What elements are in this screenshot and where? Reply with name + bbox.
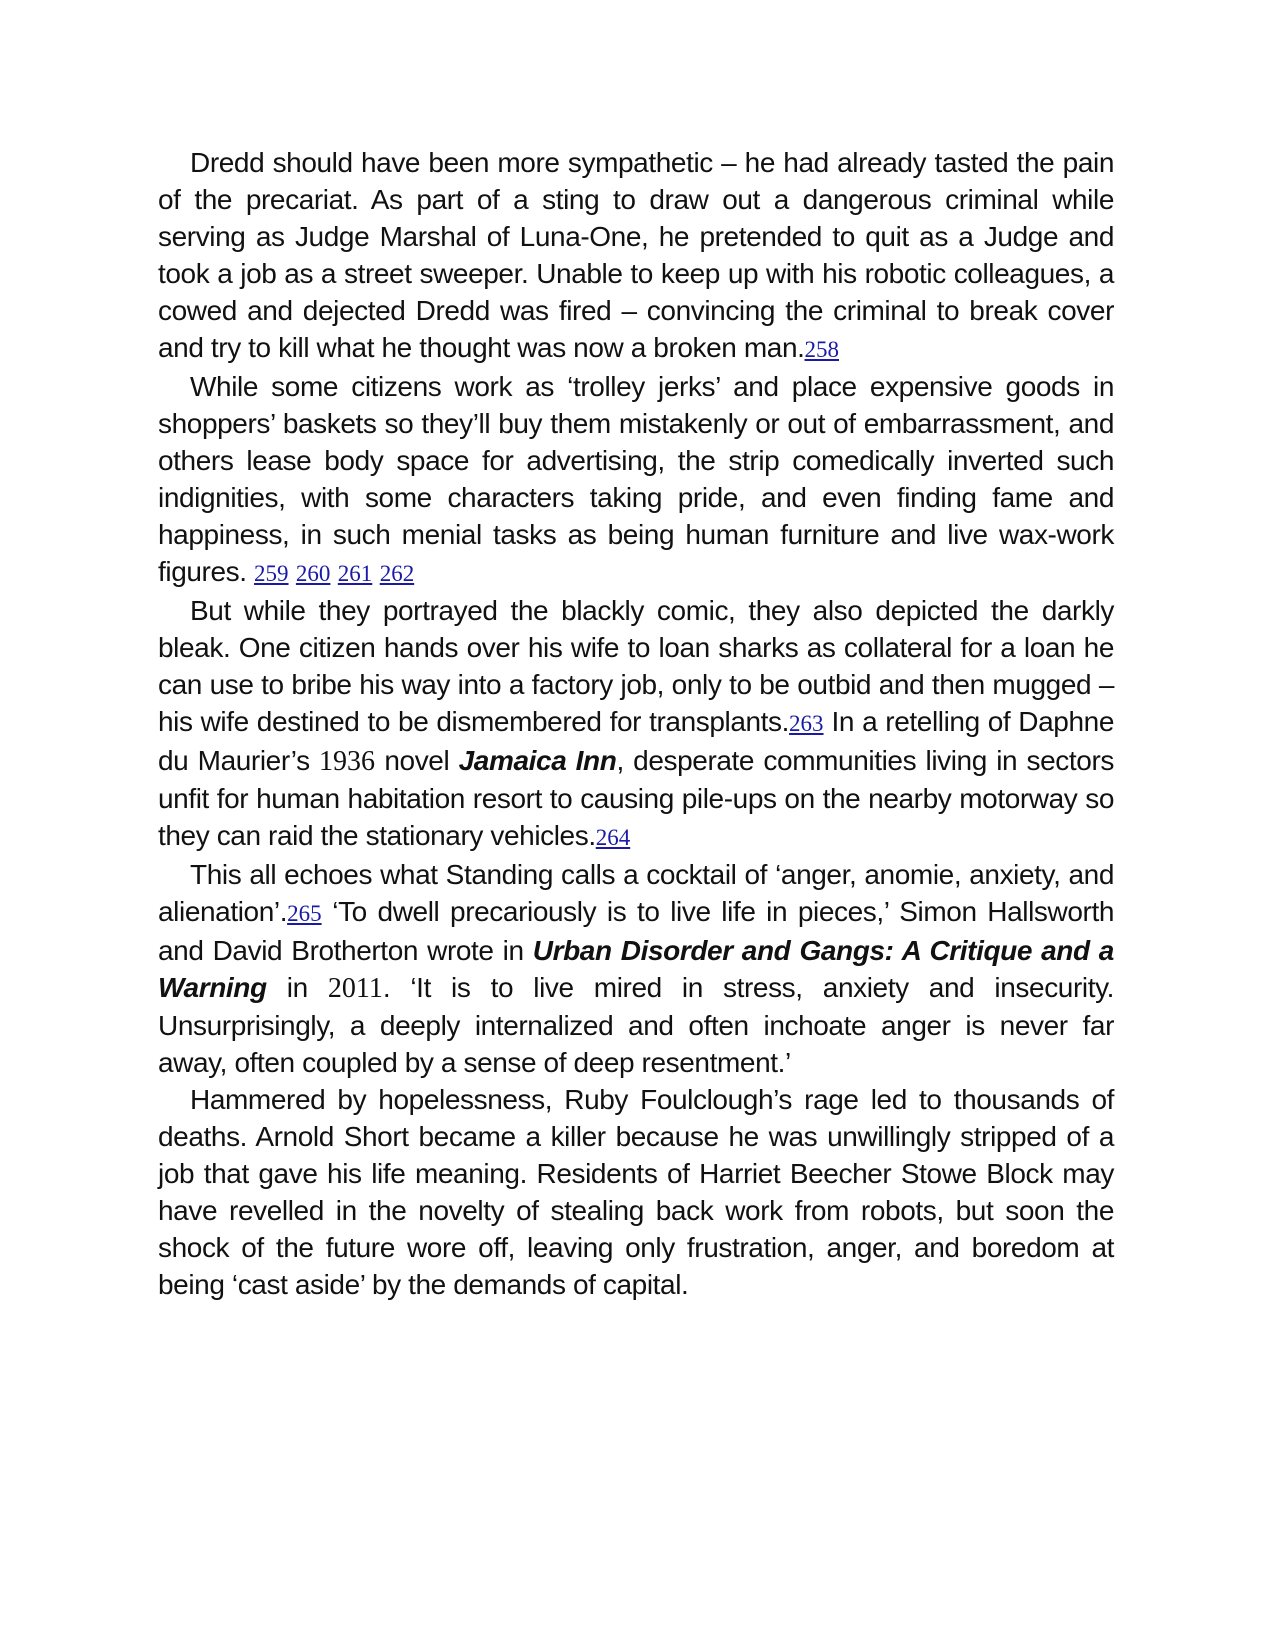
paragraph-text: in xyxy=(266,972,328,1003)
paragraph-5 xyxy=(158,1081,1114,1303)
paragraph-text: While some citizens work as ‘trolley jerks’ and place expensive goods in shoppers’ baskets so they’ll buy them mistakenly or out of embarrassment, and others lease body space for advertising, the strip comedically inverted such indignities, with some characters taking pride, and even finding fame and happiness, in such menial tasks as being human furniture and live wax-work figures. xyxy=(158,371,1114,587)
book-title-jamaica-inn: Jamaica Inn xyxy=(458,745,617,776)
footnote-link-263[interactable]: 263 xyxy=(789,711,824,736)
page-body xyxy=(158,144,1114,1303)
paragraph-text: . ‘It is to live mired in stress, anxiety and insecurity. Unsurprisingly, a deeply internalized and often inchoate anger is never far away, often coupled by a sense of deep resentment.’ xyxy=(158,972,1114,1078)
paragraph-text: In a retelling of Daphne du Maurier’s xyxy=(158,706,1114,776)
paragraph-4 xyxy=(158,856,1114,1081)
paragraph-text: ‘To dwell precariously is to live life in pieces,’ Simon Hallsworth and David Brotherton wrote in xyxy=(158,896,1114,966)
paragraph-text: This all echoes what Standing calls a cocktail of ‘anger, anomie, anxiety, and alienation’. xyxy=(158,859,1114,927)
paragraph-text: novel xyxy=(375,745,459,776)
paragraph-text: Hammered by hopelessness, Ruby Foulclough’s rage led to thousands of deaths. Arnold Short became a killer because he was unwillingly stripped of a job that gave his life meaning. Residents of Harriet Beecher Stowe Block may have revelled in the novelty of stealing back work from robots, but soon the shock of the future wore off, leaving only frustration, anger, and boredom at being ‘cast aside’ by the demands of capital. xyxy=(158,1084,1114,1300)
year-number: 1936 xyxy=(319,746,376,777)
year-number: 2011 xyxy=(327,973,383,1004)
footnote-link-261[interactable]: 261 xyxy=(337,561,373,586)
paragraph-3 xyxy=(158,592,1114,856)
paragraph-1 xyxy=(158,144,1114,368)
paragraph-text: Dredd should have been more sympathetic – he had already tasted the pain of the precariat. As part of a sting to draw out a dangerous criminal while serving as Judge Marshal of Luna-One, he pretended to quit as a Judge and took a job as a street sweeper. Unable to keep up with his robotic colleagues, a cowed and dejected Dredd was fired – convincing the criminal to break cover and try to kill what he thought was now a broken man. xyxy=(158,147,1114,363)
paragraph-2 xyxy=(158,368,1114,592)
footnote-link-262[interactable]: 262 xyxy=(379,561,415,586)
footnote-link-265[interactable]: 265 xyxy=(287,901,322,926)
paragraph-text: , desperate communities living in sectors unfit for human habitation resort to causing pile-ups on the nearby motorway so they can raid the stationary vehicles. xyxy=(158,745,1114,851)
book-title-urban-disorder: Urban Disorder and Gangs: A Critique and a Warning xyxy=(158,935,1114,1003)
footnote-link-260[interactable]: 260 xyxy=(295,561,331,586)
footnote-link-264[interactable]: 264 xyxy=(595,825,631,850)
footnote-link-258[interactable]: 258 xyxy=(804,337,840,362)
footnote-link-259[interactable]: 259 xyxy=(254,561,289,586)
paragraph-text: But while they portrayed the blackly comic, they also depicted the darkly bleak. One citizen hands over his wife to loan sharks as collateral for a loan he can use to bribe his way into a factory job, only to be outbid and then mugged – his wife destined to be dismembered for transplants. xyxy=(158,595,1114,737)
